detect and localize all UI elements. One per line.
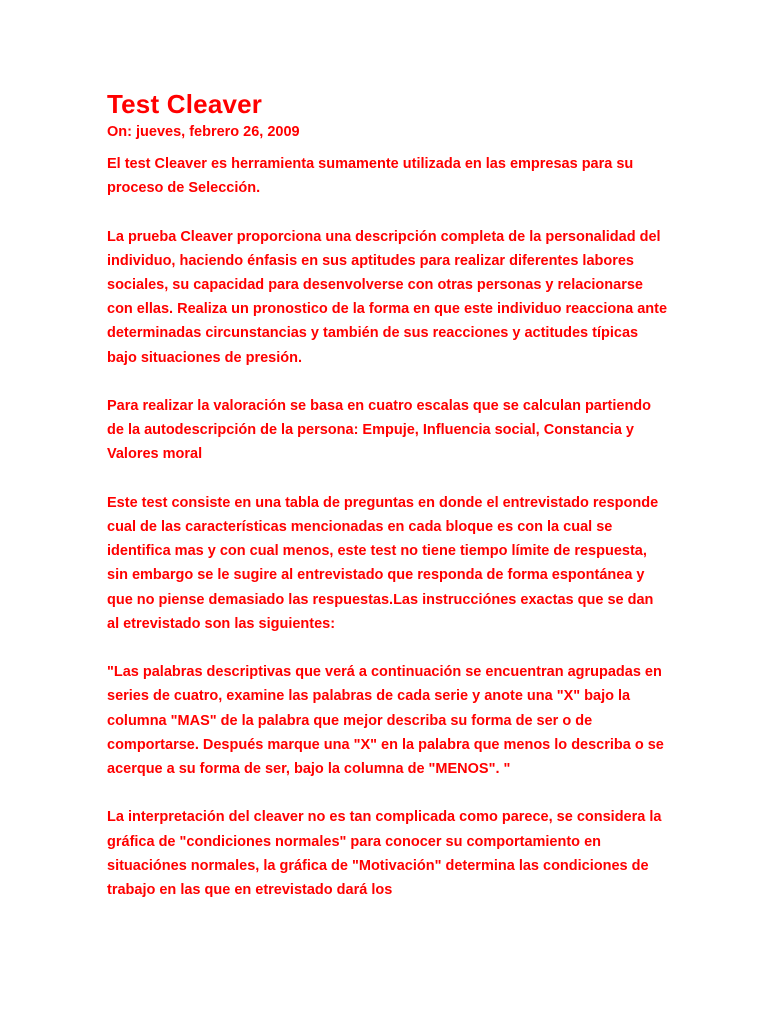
paragraph-intro: El test Cleaver es herramienta sumamente utilizada en las empresas para su proceso de Selección. [107,156,634,197]
paragraph-test-format: Este test consiste en una tabla de preguntas en donde el entrevistado responde cual de las características mencionadas en cada bloque es con la cual se identifica mas y con cual menos, este test no tiene tiempo límite de respuesta, sin embargo se le sugire al entrevistado que responda de forma espontánea y que no piense demasiado las respuestas.Las instrucciónes exactas que se dan al etrevistado son las siguientes: [107,494,659,632]
paragraph-instructions: "Las palabras descriptivas que verá a continuación se encuentran agrupadas en series de cuatro, examine las palabras de cada serie y anote una "X" bajo la columna "MAS" de la palabra que mejor describa su forma de ser o de comportarse. Después marque una "X" en la palabra que menos lo describa o se acerque a su forma de ser, bajo la columna de "MENOS". " [107,664,664,778]
paragraph-interpretation: La interpretación del cleaver no es tan complicada como parece, se considera la gráfica de "condiciones normales" para conocer su comportamiento en situaciónes normales, la gráfica de "Motivación" determina las condiciones de trabajo en las que en etrevistado dará los [107,809,662,899]
post-title: Test Cleaver [107,89,263,119]
post-date: On: jueves, febrero 26, 2009 [107,124,300,140]
document-page [107,88,667,902]
paragraph-description: La prueba Cleaver proporciona una descripción completa de la personalidad del individuo, haciendo énfasis en sus aptitudes para realizar diferentes labores sociales, su capacidad para desenvolverse con otras personas y relacionarse con ellas. Realiza un pronostico de la forma en que este individuo reacciona ante determinadas circunstancias y también de sus reacciones y actitudes típicas bajo situaciones de presión. [107,228,668,366]
paragraph-scales: Para realizar la valoración se basa en cuatro escalas que se calculan partiendo de la autodescripción de la persona: Empuje, Influencia social, Constancia y Valores moral [107,398,652,463]
